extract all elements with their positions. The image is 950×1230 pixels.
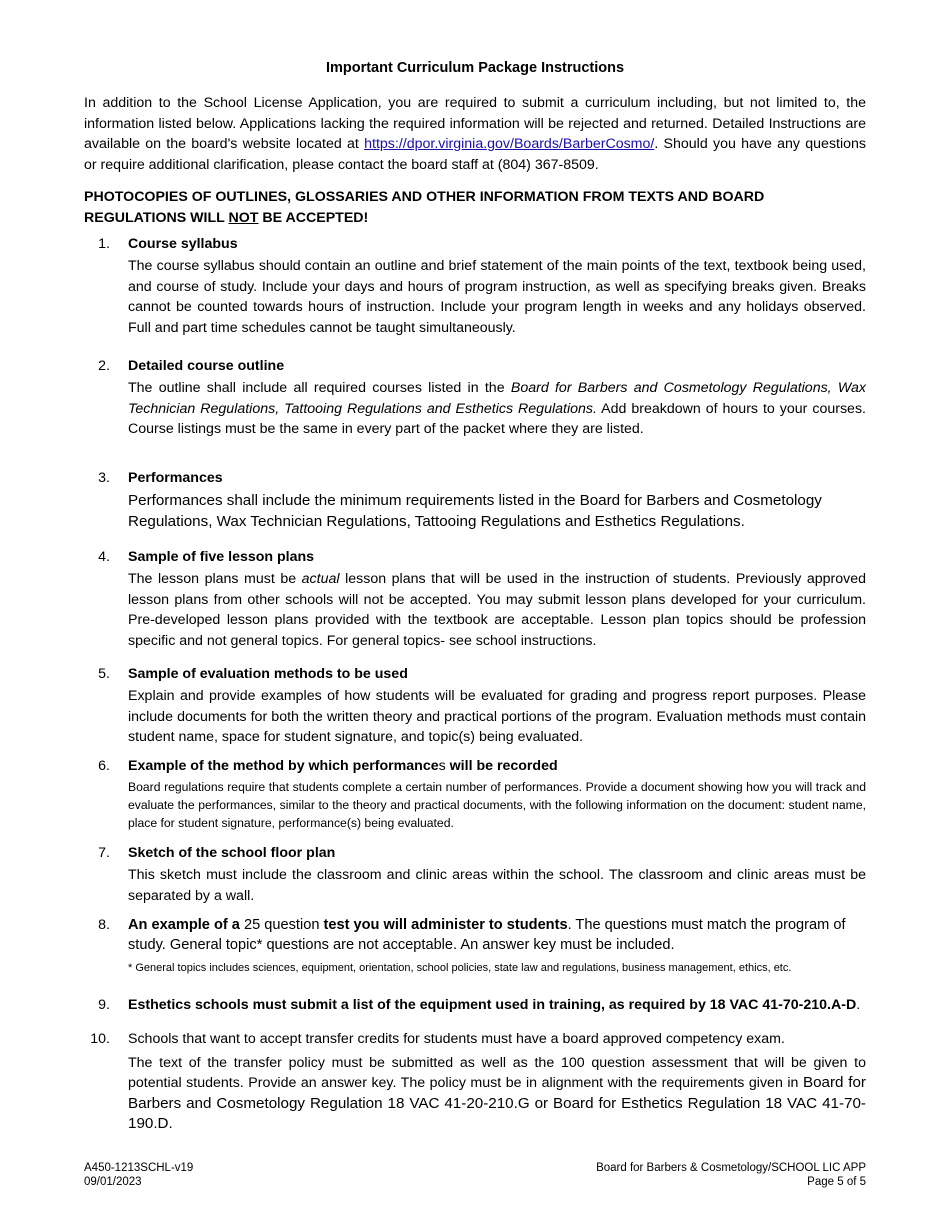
form-id: A450-1213SCHL-v19 (84, 1162, 194, 1174)
general-topics-note: * General topics includes sciences, equipment, orientation, school policies, state law and regulations, business management, ethics, etc. (128, 962, 792, 974)
page-title: Important Curriculum Package Instructions (325, 60, 625, 76)
item-number: 9. (98, 997, 110, 1013)
list-item-test-example (84, 915, 866, 976)
list-item-floor-plan (84, 843, 866, 906)
list-item-lesson-plans (84, 547, 866, 651)
item-heading: Example of the method by which performances will be recorded (128, 758, 558, 774)
item-text: The text of the transfer policy must be submitted as well as the 100 question assessment that will be given to potential students. Provide an answer key. The policy must be in alignment with the requirements given in Board for Barbers and Cosmetology Regulation 18 VAC 41-20-210.G or Board for Esthetics Regulation 18 VAC 41-70-190.D. (128, 1054, 866, 1132)
item-number: 2. (98, 358, 110, 374)
list-item-course-syllabus (84, 234, 866, 338)
item-number: 4. (98, 549, 110, 565)
item-number: 10. (90, 1031, 110, 1047)
form-date: 09/01/2023 (84, 1176, 142, 1188)
item-text: Explain and provide examples of how students will be evaluated for grading and progress report purposes. Please include documents for both the written theory and practical portions of the program. Evaluation methods must contain student name, space for student signature, and topic(s) being evaluated. (128, 688, 866, 745)
item-number: 6. (98, 758, 110, 774)
photocopy-warning: PHOTOCOPIES OF OUTLINES, GLOSSARIES AND OTHER INFORMATION FROM TEXTS AND BOARD REGULATIONS WILL NOT BE ACCEPTED! (84, 189, 765, 226)
item-text: An example of a 25 question test you will administer to students. The questions must match the program of study. General topic* questions are not acceptable. An answer key must be included. (128, 917, 846, 953)
item-text: This sketch must include the classroom and clinic areas within the school. The classroom and clinic areas must be separated by a wall. (128, 867, 866, 904)
intro-paragraph (84, 93, 866, 175)
item-heading: Sample of five lesson plans (128, 549, 315, 565)
item-number: 8. (98, 917, 110, 933)
item-number: 3. (98, 470, 110, 486)
intro-text-1: In addition to the School License Application, you are required to submit a curriculum including, but not limited to, the information listed below. Applications lacking the required information will be rejected and returned. Detailed Instructions are available on the board's website located at (84, 95, 866, 152)
item-text: The course syllabus should contain an outline and brief statement of the main points of the text, textbook being used, and course of study. Include your days and hours of program instruction, as well as specifying breaks given. Breaks cannot be counted towards hours of instruction. Include your program length in weeks and any holidays observed. Full and part time schedules cannot be taught simultaneously. (128, 258, 866, 336)
item-text: Esthetics schools must submit a list of the equipment used in training, as required by 18 VAC 41-70-210.A-D. (128, 997, 861, 1013)
item-text: Board regulations require that students complete a certain number of performances. Provide a document showing how you will track and evaluate the performances, similar to the theory and practical documents, with the following information on the document: student name, place for student signature, performance(s) being evaluated. (128, 780, 866, 830)
intro-text-2: . Should you have any questions or require additional clarification, please contact the board staff at (804) 367-8509. (84, 136, 867, 173)
list-item-evaluation-methods (84, 664, 866, 748)
list-item-transfer-credits (84, 1029, 866, 1135)
footer-form-info (84, 1161, 193, 1189)
item-number: 1. (98, 236, 110, 252)
page-number: Page 5 of 5 (807, 1176, 866, 1188)
item-heading: Course syllabus (128, 236, 238, 252)
item-number: 7. (98, 845, 110, 861)
board-name: Board for Barbers & Cosmetology/SCHOOL LIC APP (596, 1162, 866, 1174)
list-item-course-outline (84, 356, 866, 440)
list-item-performance-recording (84, 756, 866, 832)
item-text: The outline shall include all required courses listed in the Board for Barbers and Cosmetology Regulations, Wax Technician Regulations, Tattooing Regulations and Esthetics Regulations. Add breakdown of hours to your courses. Course listings must be the same in every part of the packet where they are listed. (128, 380, 866, 437)
item-text: Performances shall include the minimum requirements listed in the Board for Barbers and Cosmetology Regulations, Wax Technician Regulations, Tattooing Regulations and Esthetics Regulations. (128, 492, 822, 530)
item-number: 5. (98, 666, 110, 682)
item-text: The lesson plans must be actual lesson plans that will be used in the instruction of students. Previously approved lesson plans from other schools will not be accepted. You may submit lesson plans developed for your curriculum. Pre-developed lesson plans provided with the textbook are acceptable. Lesson plan topics should be profession specific and not general topics. For general topics- see school instructions. (128, 571, 866, 649)
item-heading: Sketch of the school floor plan (128, 845, 336, 861)
board-website-link[interactable]: https://dpor.virginia.gov/Boards/BarberCosmo/ (364, 136, 655, 152)
item-heading: Detailed course outline (128, 358, 285, 374)
list-item-performances (84, 468, 866, 532)
list-item-esthetics-equipment (84, 995, 866, 1016)
footer-page-info (596, 1161, 866, 1189)
item-intro-line: Schools that want to accept transfer credits for students must have a board approved competency exam. (128, 1031, 785, 1047)
item-heading: Sample of evaluation methods to be used (128, 666, 408, 682)
item-heading: Performances (128, 470, 223, 486)
warning-emphasis: NOT (228, 209, 259, 226)
